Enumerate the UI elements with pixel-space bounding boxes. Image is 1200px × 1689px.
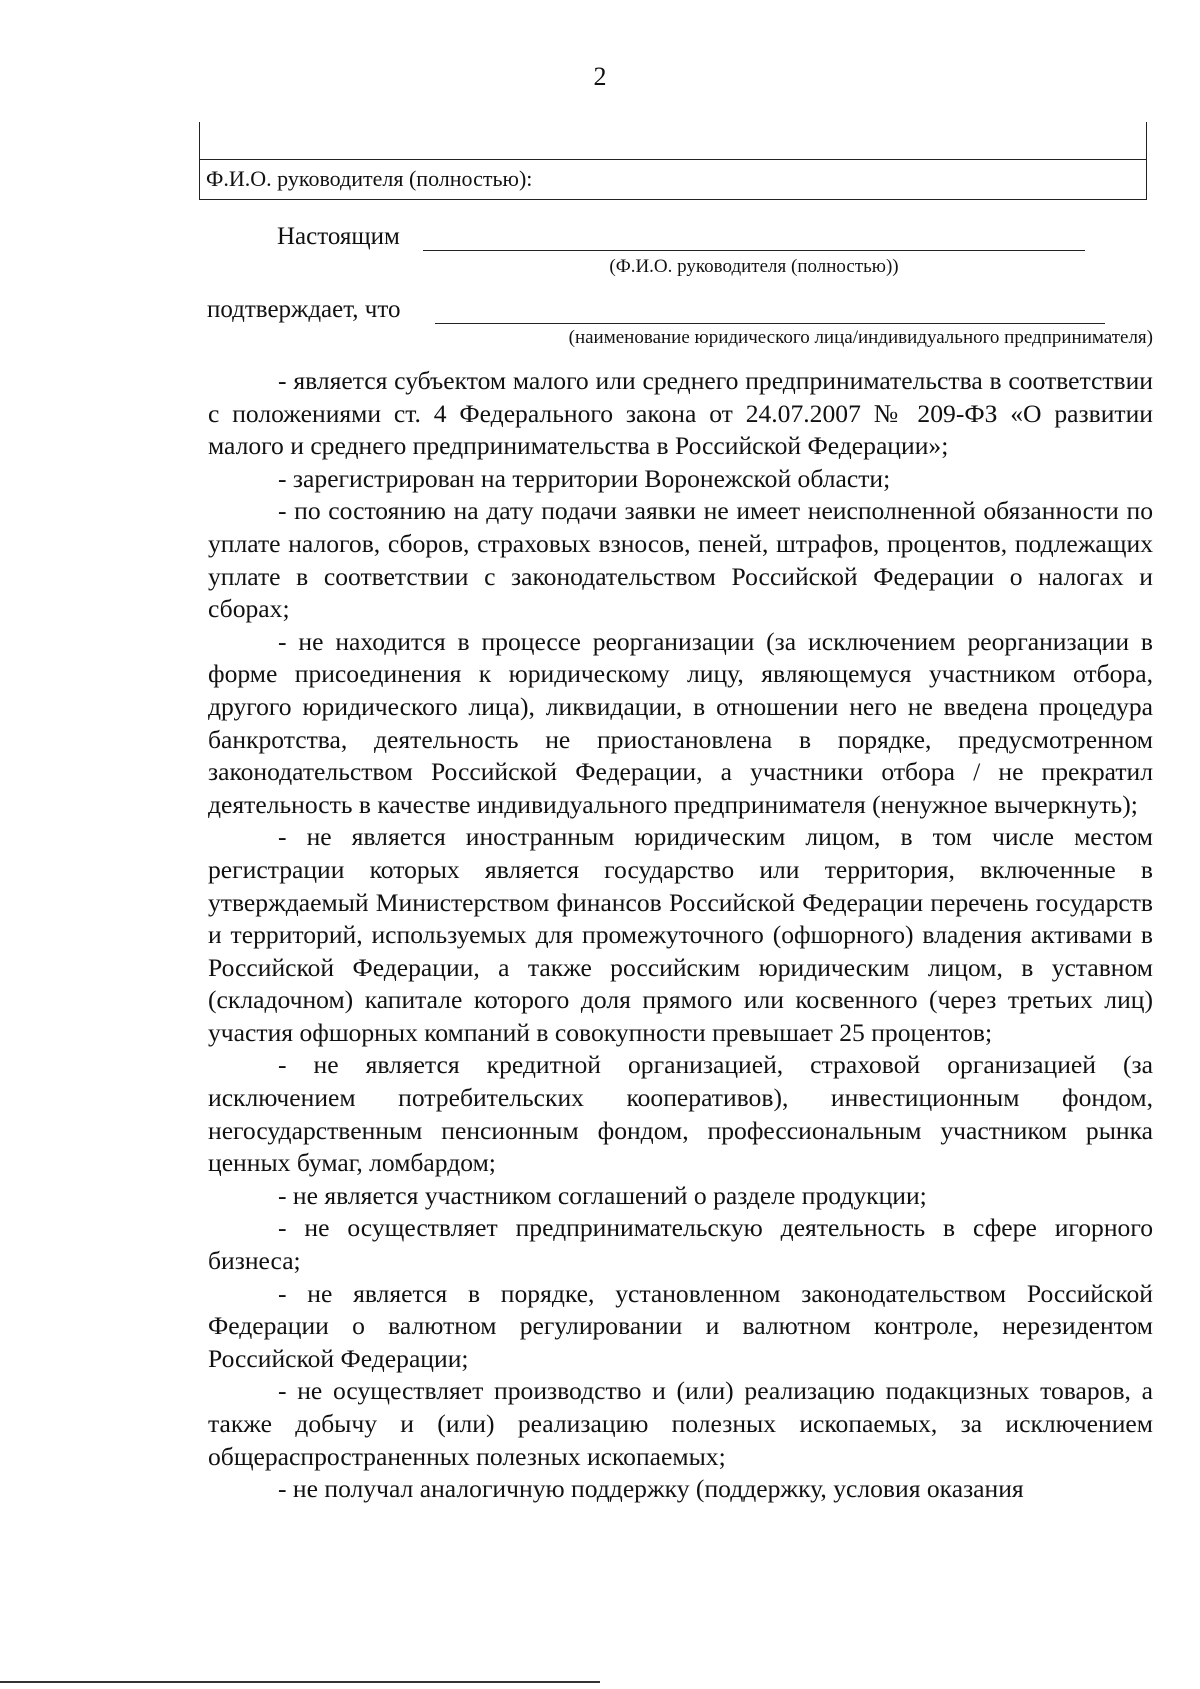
blank-underline — [423, 250, 1085, 251]
blank-underline — [435, 323, 1105, 324]
form-line-entity-caption: (наименование юридического лица/индивидуального предпринимателя) — [568, 327, 1153, 348]
paragraph: - не осуществляет предпринимательскую деятельность в сфере игорного бизнеса; — [208, 1213, 1153, 1276]
table-row-label: Ф.И.О. руководителя (полностью): — [206, 166, 533, 191]
header-table — [199, 122, 1147, 200]
paragraph: - по состоянию на дату подачи заявки не имеет неисполненной обязанности по уплате налогов, сборов, страховых взносов, пеней, штрафов, процентов, подлежащих уплате в соответствии с законодательством Российской Федерации о налогах и сборах; — [208, 496, 1153, 624]
paragraph: - не находится в процессе реорганизации (за исключением реорганизации в форме присоединения к юридическому лицу, являющемуся участником отбора, другого юридического лица), ликвидации, в отношении него не введена процедура банкротства, деятельность не приостановлена в порядке, предусмотренном законодательством Российской Федерации, а участники отбора / не прекратил деятельность в качестве индивидуального предпринимателя (ненужное вычеркнуть); — [208, 626, 1153, 819]
page-number: 2 — [593, 62, 607, 91]
form-line-entity — [207, 296, 400, 324]
form-line-director-lead: Настоящим — [277, 223, 400, 250]
form-line-director-caption: (Ф.И.О. руководителя (полностью)) — [609, 256, 899, 277]
table-row-divider — [200, 159, 1146, 160]
form-line-director — [277, 223, 400, 251]
declaration-body — [208, 365, 1153, 1506]
paragraph: - не получал аналогичную поддержку (поддержку, условия оказания — [278, 1474, 1024, 1504]
paragraph: - не является кредитной организацией, страховой организацией (за исключением потребительских кооперативов), инвестиционным фондом, негосударственным пенсионным фондом, профессиональным участником рынка ценных бумаг, ломбардом; — [208, 1050, 1153, 1178]
form-line-entity-lead: подтверждает, что — [207, 296, 401, 323]
paragraph: - не является участником соглашений о разделе продукции; — [278, 1180, 927, 1210]
paragraph: - зарегистрирован на территории Воронежской области; — [278, 463, 891, 493]
paragraph: - является субъектом малого или среднего предпринимательства в соответствии с положениями ст. 4 Федерального закона от 24.07.2007 № 209-ФЗ «О развитии малого и среднего предпринимательства в Российской Федерации»; — [208, 366, 1153, 461]
paragraph: - не является иностранным юридическим лицом, в том числе местом регистрации которых является государство или территория, включенные в утверждаемый Министерством финансов Российской Федерации перечень государств и территорий, используемых для промежуточного (офшорного) владения активами в Российской Федерации, а также российским юридическим лицом, в уставном (складочном) капитале которого доля прямого или косвенного (через третьих лиц) участия офшорных компаний в совокупности превышает 25 процентов; — [208, 822, 1153, 1047]
paragraph: - не является в порядке, установленном законодательством Российской Федерации о валютном регулировании и валютном контроле, нерезидентом Российской Федерации; — [208, 1278, 1153, 1373]
bottom-rule — [0, 1681, 600, 1683]
paragraph: - не осуществляет производство и (или) реализацию подакцизных товаров, а также добычу и (или) реализацию полезных ископаемых, за исключением общераспространенных полезных ископаемых; — [208, 1376, 1153, 1471]
